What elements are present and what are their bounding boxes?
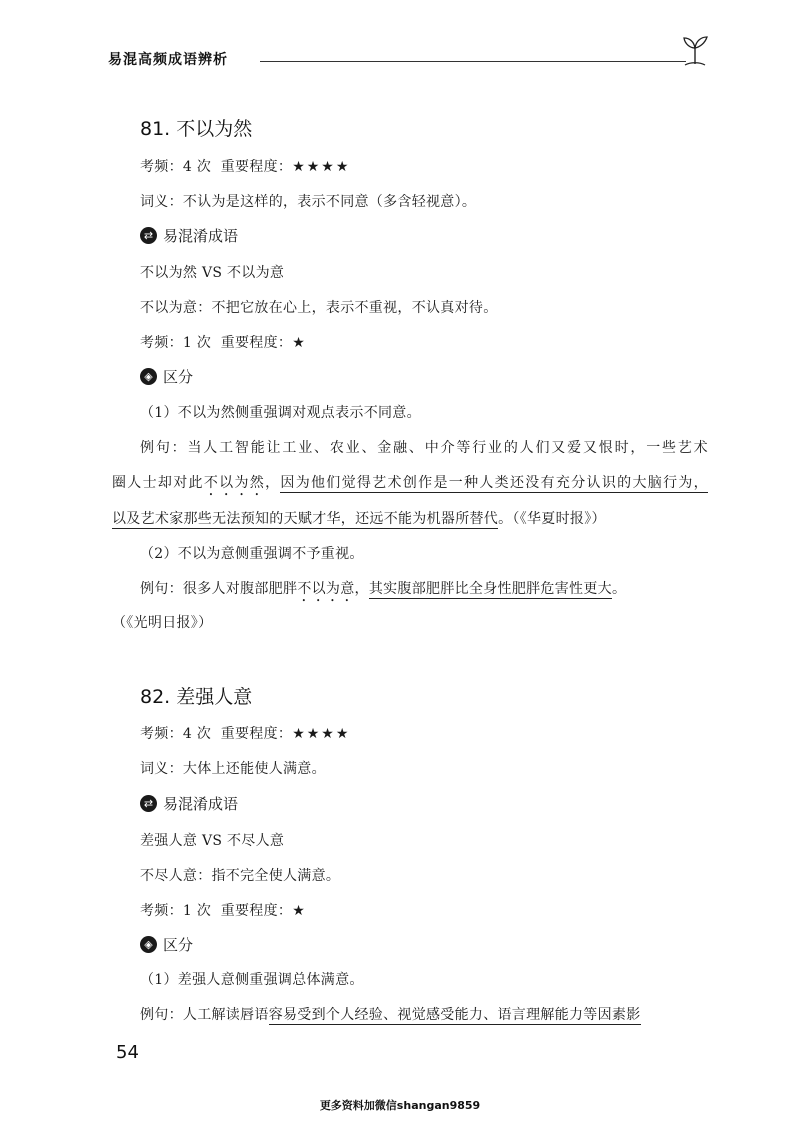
example-1-line-2 [112,472,708,499]
importance-label: 重要程度： [220,159,293,175]
frequency-line [140,156,350,176]
importance-stars: ★★★★ [292,726,351,742]
page-number: 54 [116,1042,139,1063]
distinction-heading: 区分 [163,368,194,386]
source-citation: （《光明日报》） [112,615,213,631]
example-2-line-1 [140,578,708,605]
confusable-frequency-line [140,332,307,352]
distinction-heading: 区分 [163,936,194,954]
importance-stars: ★★★★ [292,159,351,175]
keyword-emphasis: 不以为意 [297,581,355,597]
compare-circle-icon: ◈ [140,936,157,953]
keyword-emphasis: 不以为然 [203,475,266,491]
confusable-heading-row [140,793,238,814]
distinction-point-2: （2）不以为意侧重强调不予重视。 [140,546,364,562]
confusable-meaning: 不以为意：不把它放在心上，表示不重视，不认真对待。 [140,300,498,316]
confusable-heading: 易混淆成语 [163,227,239,245]
distinction-heading-row [140,934,193,955]
confusable-frequency-line [140,900,307,920]
punctuation: ， [265,475,281,491]
example-1-line-3 [112,508,606,528]
meaning: 词义：不认为是这样的，表示不同意（多含轻视意）。 [140,194,477,210]
swap-circle-icon: ⇄ [140,227,157,244]
source-citation: 。（《华夏时报》） [498,511,606,527]
confusable-frequency: 考频：1 次 [140,335,212,351]
importance-label: 重要程度： [220,726,293,742]
frequency: 考频：4 次 [140,159,212,175]
underlined-text: 容易受到个人经验、视觉感受能力、语言理解能力等因素影 [268,1007,641,1023]
confusable-stars: ★ [292,335,307,351]
distinction-point-1: （1）差强人意侧重强调总体满意。 [140,972,364,988]
distinction-heading-row [140,366,193,387]
entry-title: 81. 不以为然 [140,118,253,140]
confusable-importance-label: 重要程度： [220,335,293,351]
example-1-line-1 [140,1004,708,1024]
confusable-heading: 易混淆成语 [163,795,239,813]
confusable-importance-label: 重要程度： [220,903,293,919]
example-text: 例句：很多人对腹部肥胖 [140,581,298,597]
compare-circle-icon: ◈ [140,368,157,385]
confusable-meaning: 不尽人意：指不完全使人满意。 [140,868,341,884]
punctuation: ， [354,581,369,597]
example-text: 例句：人工解读唇语 [140,1007,269,1023]
confusable-stars: ★ [292,903,307,919]
underlined-text: 以及艺术家那些无法预知的天赋才华，还远不能为机器所替代 [112,511,499,527]
header-rule [260,61,686,62]
underlined-text: 因为他们觉得艺术创作是一种人类还没有充分认识的大脑行为， [280,475,708,491]
underlined-text: 其实腹部肥胖比全身性肥胖危害性更大 [368,581,612,597]
header-title: 易混高频成语辨析 [108,52,228,68]
meaning: 词义：大体上还能使人满意。 [140,761,326,777]
distinction-point-1: （1）不以为然侧重强调对观点表示不同意。 [140,405,421,421]
comparison: 不以为然 VS 不以为意 [140,265,285,281]
frequency: 考频：4 次 [140,726,212,742]
example-text: 圈人士却对此 [112,475,204,491]
swap-circle-icon: ⇄ [140,795,157,812]
frequency-line [140,723,350,743]
confusable-heading-row [140,225,238,246]
footer-note: 更多资料加微信shangan9859 [319,1099,481,1112]
sprout-icon [680,34,710,66]
punctuation: 。 [611,581,627,597]
comparison: 差强人意 VS 不尽人意 [140,833,285,849]
confusable-frequency: 考频：1 次 [140,903,212,919]
entry-title: 82. 差强人意 [140,686,253,708]
example-1-line-1: 例句：当人工智能让工业、农业、金融、中介等行业的人们又爱又恨时，一些艺术 [140,440,708,456]
running-header [108,44,708,74]
